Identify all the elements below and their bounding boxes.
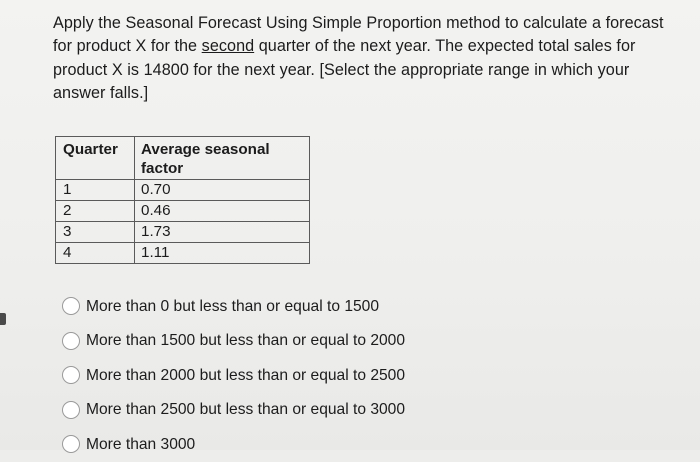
answer-option-1[interactable] <box>62 289 405 324</box>
answer-option-3[interactable] <box>62 358 405 393</box>
quarter-cell: 1 <box>56 180 135 201</box>
table-row <box>56 222 310 243</box>
answer-option-2[interactable] <box>62 324 405 359</box>
question-text-part-2: quarter of the next year. The expected total sales for product X is 14800 for the next year. [Select the appropriate range in which your answer falls.] <box>53 37 636 103</box>
factor-cell: 0.46 <box>135 201 310 222</box>
radio-button[interactable] <box>62 297 80 315</box>
quarter-cell: 3 <box>56 222 135 243</box>
question-text-part-1: Apply the Seasonal Forecast Using Simple Proportion method to calculate a forecast for product X for the <box>53 14 664 56</box>
answer-options <box>62 289 405 462</box>
answer-option-label[interactable]: More than 2000 but less than or equal to 2500 <box>86 366 406 384</box>
factor-cell: 1.73 <box>135 222 310 243</box>
radio-button[interactable] <box>62 366 80 384</box>
table-header-row <box>56 137 310 180</box>
quarter-cell: 4 <box>56 243 135 264</box>
answer-option-label[interactable]: More than 0 but less than or equal to 1500 <box>86 297 380 315</box>
quarter-cell: 2 <box>56 201 135 222</box>
table-row <box>56 180 310 201</box>
seasonal-factor-table <box>55 136 310 264</box>
answer-option-4[interactable] <box>62 393 405 428</box>
header-quarter: Quarter <box>56 137 135 180</box>
edge-marker <box>0 313 6 325</box>
question-underlined-word: second <box>201 37 255 56</box>
answer-option-label[interactable]: More than 2500 but less than or equal to 3000 <box>86 401 406 419</box>
factor-cell: 0.70 <box>135 180 310 201</box>
header-average-seasonal-factor: Average seasonal factor <box>135 137 310 180</box>
table-row <box>56 243 310 264</box>
radio-button[interactable] <box>62 435 80 453</box>
answer-option-5[interactable] <box>62 427 405 462</box>
table-row <box>56 201 310 222</box>
answer-option-label[interactable]: More than 3000 <box>86 435 196 453</box>
factor-cell: 1.11 <box>135 243 310 264</box>
question-text <box>53 12 683 106</box>
radio-button[interactable] <box>62 401 80 419</box>
radio-button[interactable] <box>62 332 80 350</box>
answer-option-label[interactable]: More than 1500 but less than or equal to 2000 <box>86 332 406 350</box>
